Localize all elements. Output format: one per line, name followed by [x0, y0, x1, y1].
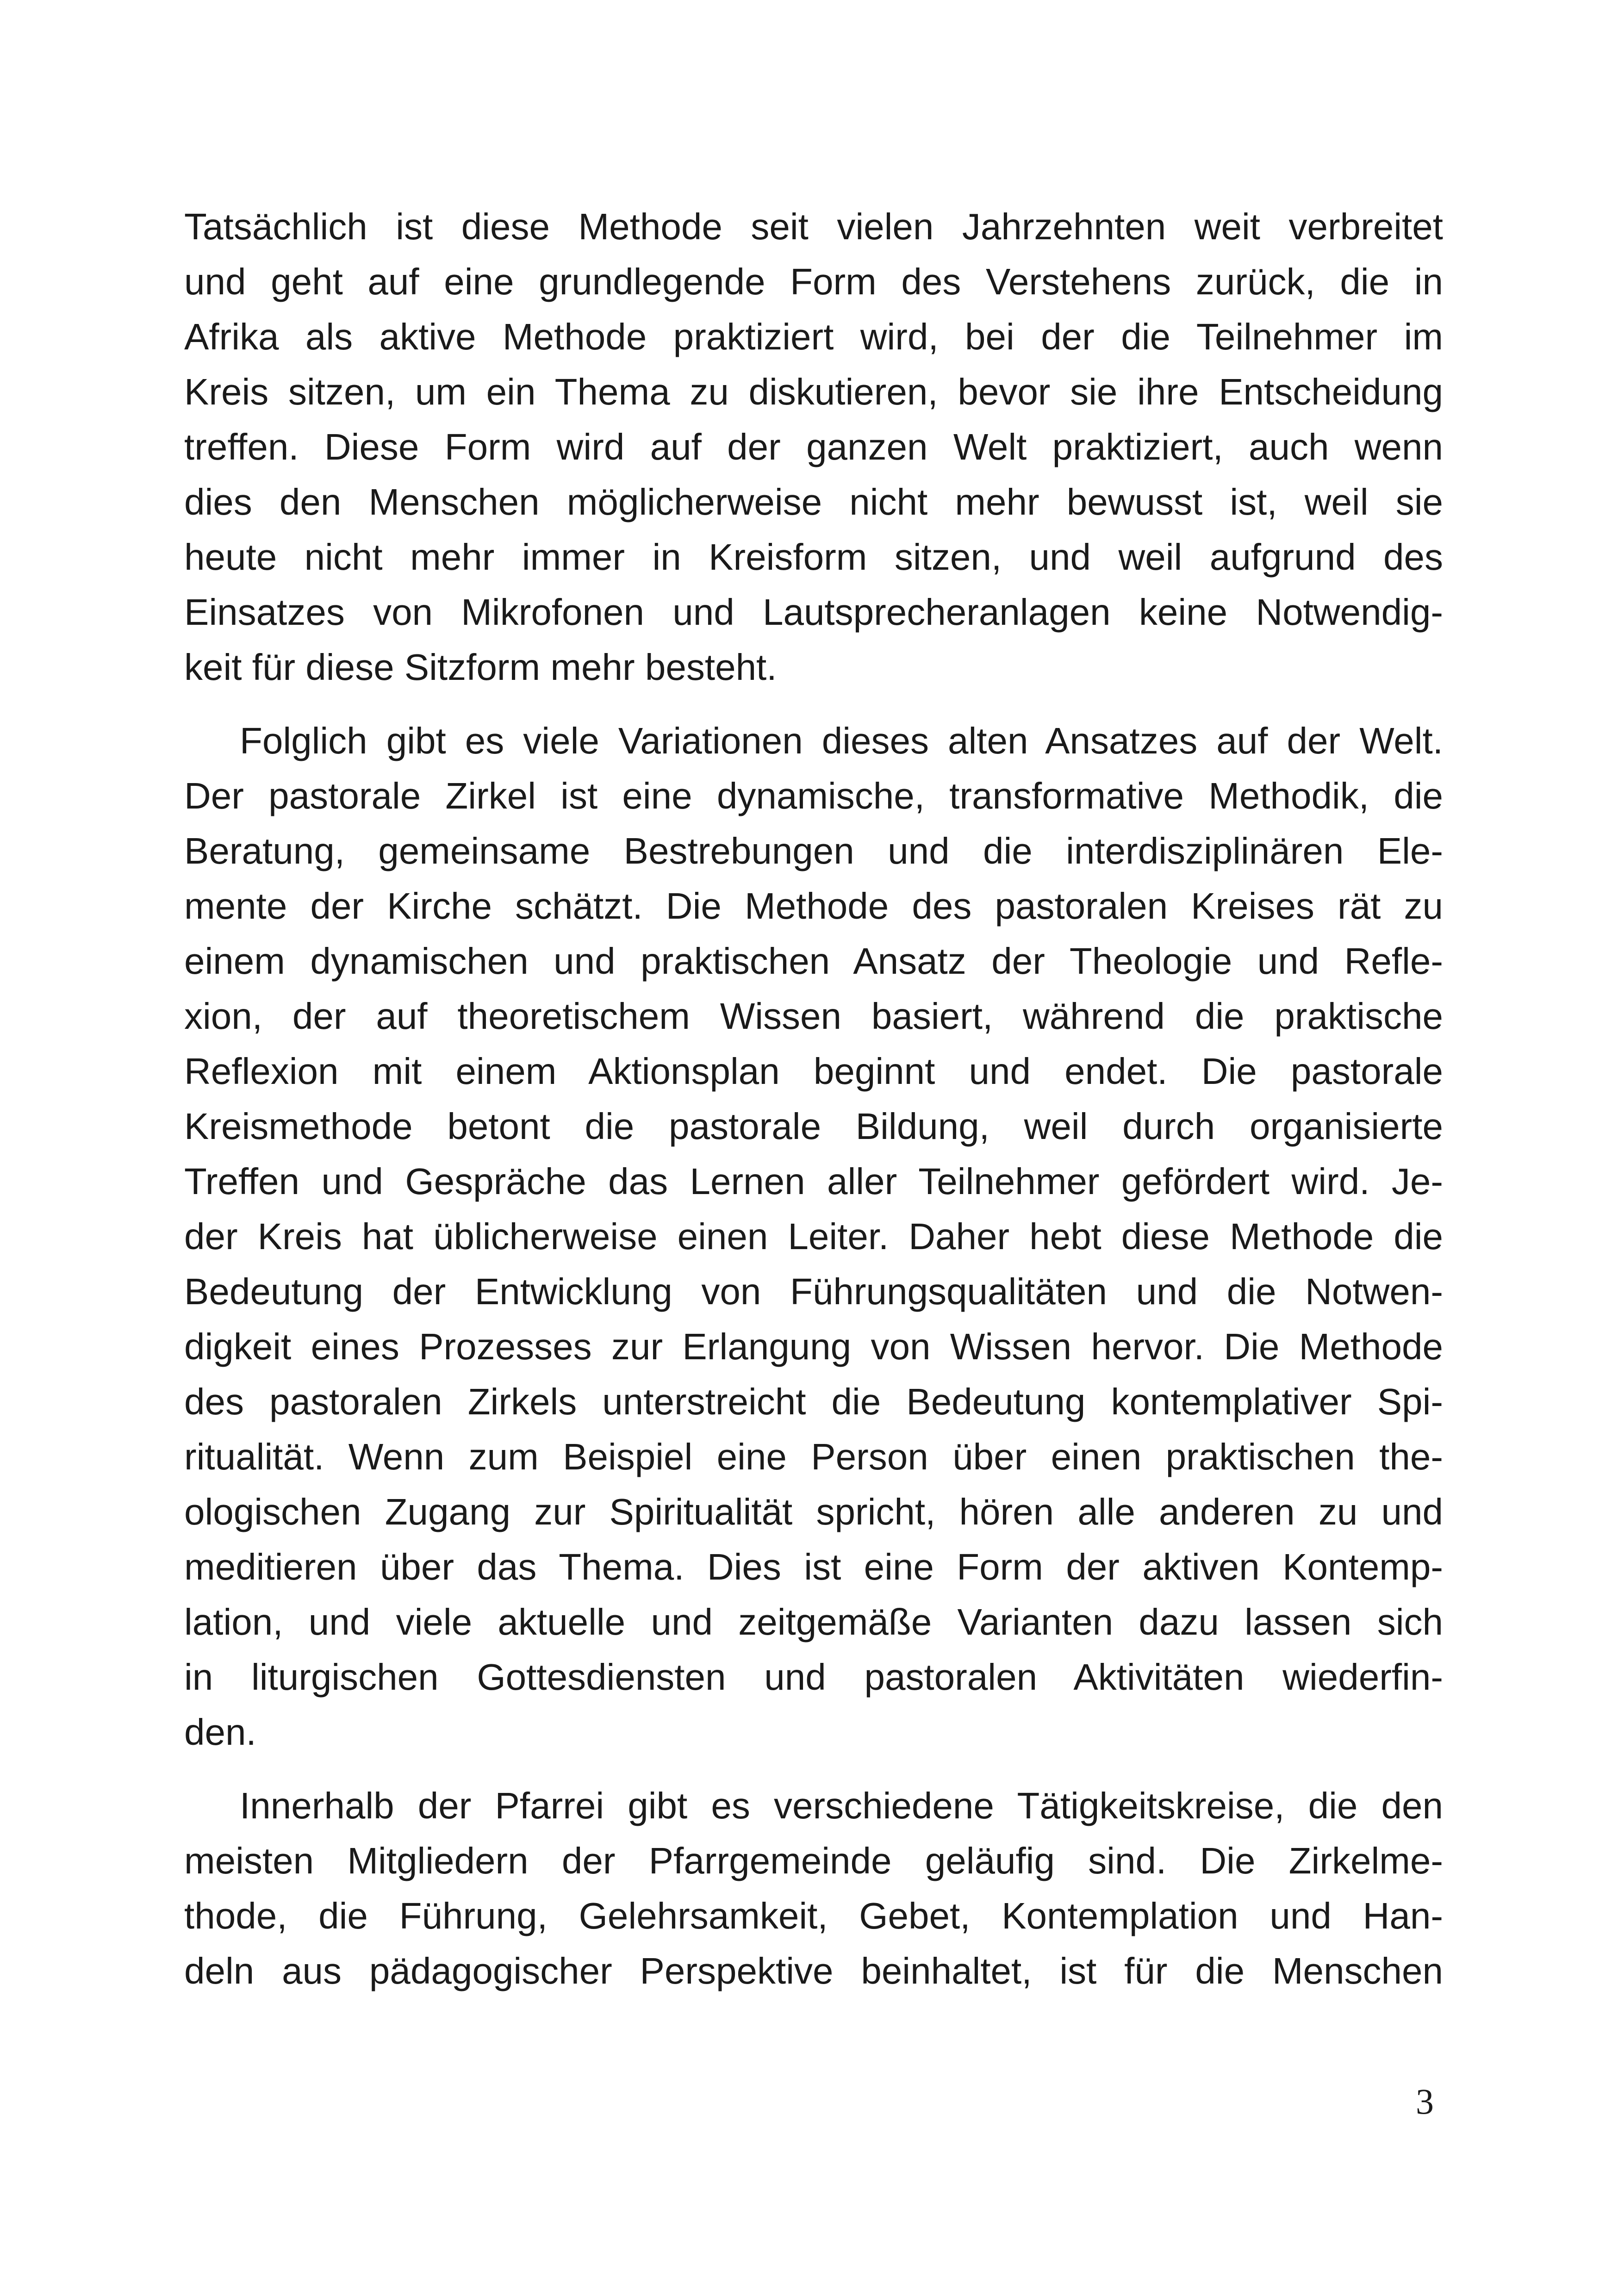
- text-line: heute nicht mehr immer in Kreisform sitzen, und weil aufgrund des: [184, 536, 1443, 578]
- paragraph: [184, 199, 1443, 695]
- text-line: Tatsächlich ist diese Methode seit vielen Jahrzehnten weit verbreitet: [184, 206, 1443, 247]
- text-line: meisten Mitgliedern der Pfarrgemeinde geläufig sind. Die Zirkelme-: [184, 1840, 1443, 1881]
- text-line: Kreis sitzen, um ein Thema zu diskutieren, bevor sie ihre Entscheidung: [184, 371, 1443, 412]
- text-line: lation, und viele aktuelle und zeitgemäße Varianten dazu lassen sich: [184, 1601, 1443, 1643]
- text-line: ologischen Zugang zur Spiritualität spricht, hören alle anderen zu und: [184, 1491, 1443, 1532]
- text-line: xion, der auf theoretischem Wissen basiert, während die praktische: [184, 996, 1443, 1037]
- text-line: Der pastorale Zirkel ist eine dynamische, transformative Methodik, die: [184, 775, 1443, 816]
- text-line: des pastoralen Zirkels unterstreicht die Bedeutung kontemplativer Spi-: [184, 1381, 1443, 1422]
- text-line: meditieren über das Thema. Dies ist eine Form der aktiven Kontemp-: [184, 1546, 1443, 1587]
- text-line: keit für diese Sitzform mehr besteht.: [184, 647, 777, 688]
- text-line: Einsatzes von Mikrofonen und Lautsprecheranlagen keine Notwendig-: [184, 591, 1443, 633]
- text-line: Folglich gibt es viele Variationen dieses alten Ansatzes auf der Welt.: [240, 720, 1443, 761]
- text-line: deln aus pädagogischer Perspektive beinhaltet, ist für die Menschen: [184, 1950, 1443, 1991]
- text-line: digkeit eines Prozesses zur Erlangung von Wissen hervor. Die Methode: [184, 1326, 1443, 1367]
- text-line: Reflexion mit einem Aktionsplan beginnt und endet. Die pastorale: [184, 1051, 1443, 1092]
- text-line: Afrika als aktive Methode praktiziert wird, bei der die Teilnehmer im: [184, 316, 1443, 357]
- text-line: Innerhalb der Pfarrei gibt es verschiedene Tätigkeitskreise, die den: [240, 1785, 1443, 1826]
- text-line: Treffen und Gespräche das Lernen aller Teilnehmer gefördert wird. Je-: [184, 1161, 1443, 1202]
- text-line: Kreismethode betont die pastorale Bildung, weil durch organisierte: [184, 1106, 1443, 1147]
- text-line: der Kreis hat üblicherweise einen Leiter. Daher hebt diese Methode die: [184, 1216, 1443, 1257]
- paragraph: [184, 1778, 1443, 1998]
- text-line: ritualität. Wenn zum Beispiel eine Person über einen praktischen the-: [184, 1436, 1443, 1477]
- body-text: [184, 199, 1443, 1998]
- text-line: in liturgischen Gottesdiensten und pastoralen Aktivitäten wiederfin-: [184, 1656, 1443, 1698]
- text-line: den.: [184, 1711, 256, 1753]
- text-line: mente der Kirche schätzt. Die Methode des pastoralen Kreises rät zu: [184, 885, 1443, 927]
- paragraph: [184, 713, 1443, 1760]
- text-line: thode, die Führung, Gelehrsamkeit, Gebet, Kontemplation und Han-: [184, 1895, 1443, 1936]
- text-line: einem dynamischen und praktischen Ansatz der Theologie und Refle-: [184, 940, 1443, 982]
- page-number: 3: [1416, 2081, 1434, 2122]
- text-line: und geht auf eine grundlegende Form des Verstehens zurück, die in: [184, 261, 1443, 302]
- text-line: Beratung, gemeinsame Bestrebungen und die interdisziplinären Ele-: [184, 830, 1443, 871]
- text-line: treffen. Diese Form wird auf der ganzen Welt praktiziert, auch wenn: [184, 426, 1443, 467]
- text-line: dies den Menschen möglicherweise nicht mehr bewusst ist, weil sie: [184, 481, 1443, 523]
- text-line: Bedeutung der Entwicklung von Führungsqualitäten und die Notwen-: [184, 1271, 1443, 1312]
